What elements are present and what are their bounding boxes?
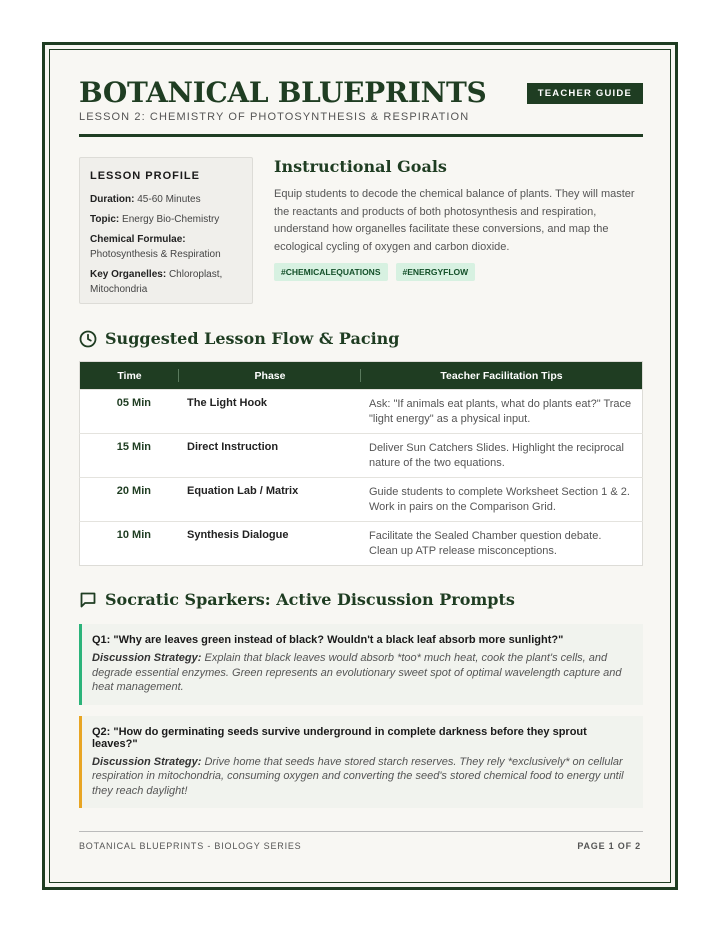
lesson-flow-header <box>79 329 643 348</box>
lesson-flow-title: Suggested Lesson Flow & Pacing <box>105 329 400 348</box>
row-phase: Direct Instruction <box>179 434 361 478</box>
page-frame <box>42 42 678 890</box>
organelles-value: Chloroplast, Mitochondria <box>90 269 223 295</box>
row-time: 15 Min <box>80 434 180 478</box>
strategy-label: Discussion Strategy: <box>92 652 202 664</box>
page-title: BOTANICAL BLUEPRINTS <box>79 76 487 109</box>
table-row <box>80 434 643 478</box>
row-phase: Equation Lab / Matrix <box>179 478 361 522</box>
table-row <box>80 478 643 522</box>
tag-chemical-equations: #CHEMICALEQUATIONS <box>274 263 388 281</box>
row-tip: Ask: "If animals eat plants, what do plants eat?" Trace "light energy" as a physical input. <box>361 390 643 434</box>
lesson-profile-card <box>79 157 253 304</box>
prompt-accent-bar <box>79 716 82 809</box>
discussion-prompts-title: Socratic Sparkers: Active Discussion Prompts <box>105 590 515 609</box>
profile-topic <box>90 212 242 227</box>
prompt-question: Q2: "How do germinating seeds survive underground in complete darkness before they sprout leaves?" <box>92 725 587 750</box>
strategy-label: Discussion Strategy: <box>92 755 202 768</box>
row-time: 20 Min <box>80 478 180 522</box>
duration-value: 45-60 Minutes <box>137 194 201 205</box>
lesson-profile-heading: LESSON PROFILE <box>90 170 200 182</box>
goals-text: Equip students to decode the chemical balance of plants. They will master the reactants and products of both photosynthesis and respiration, understand how organelles facilitate these conversions, and map the ecological cycling of oxygen and carbon dioxide. <box>274 188 635 253</box>
discussion-prompts-header <box>79 590 643 609</box>
column-header-time: Time <box>80 362 180 390</box>
page-subtitle: LESSON 2: CHEMISTRY OF PHOTOSYNTHESIS & RESPIRATION <box>79 111 470 123</box>
table-row <box>80 390 643 434</box>
profile-organelles <box>90 267 242 297</box>
overview-row <box>79 157 643 307</box>
strategy-text: Explain that black leaves would absorb *too* much heat, cook the plant's cells, and degrade essential enzymes. Green represents an evolutionary sweet spot of optimal wavelength capture and heat management. <box>92 652 622 693</box>
table-header-row <box>80 362 643 390</box>
formulae-value: Photosynthesis & Respiration <box>90 249 221 260</box>
footer-series: BOTANICAL BLUEPRINTS - BIOLOGY SERIES <box>79 841 302 851</box>
row-tip: Facilitate the Sealed Chamber question debate. Clean up ATP release misconceptions. <box>361 522 643 566</box>
footer-page-number: PAGE 1 OF 2 <box>577 841 641 851</box>
lesson-flow-table <box>79 361 643 566</box>
row-tip: Guide students to complete Worksheet Section 1 & 2. Work in pairs on the Comparison Grid. <box>361 478 643 522</box>
column-header-tips: Teacher Facilitation Tips <box>440 369 563 382</box>
instructional-goals <box>274 157 643 281</box>
formulae-label: Chemical Formulae: <box>90 234 186 245</box>
tag-energy-flow: #ENERGYFLOW <box>396 263 476 281</box>
table-row <box>80 522 643 566</box>
teacher-guide-badge: TEACHER GUIDE <box>527 83 643 104</box>
goals-title: Instructional Goals <box>274 157 447 176</box>
page-content <box>79 75 643 808</box>
row-phase: The Light Hook <box>179 390 361 434</box>
topic-label: Topic: <box>90 214 120 225</box>
row-tip: Deliver Sun Catchers Slides. Highlight the reciprocal nature of the two equations. <box>361 434 643 478</box>
prompt-question: Q1: "Why are leaves green instead of black? Wouldn't a black leaf absorb more sunlight?" <box>92 634 564 646</box>
organelles-label: Key Organelles: <box>90 269 167 280</box>
goal-tags <box>274 263 643 281</box>
clock-icon <box>79 330 97 348</box>
header <box>79 75 643 137</box>
profile-duration <box>90 192 242 207</box>
row-time: 05 Min <box>80 390 180 434</box>
prompt-strategy <box>92 755 631 799</box>
profile-formulae <box>90 232 242 262</box>
prompt-card-q1 <box>79 624 643 705</box>
row-phase: Synthesis Dialogue <box>179 522 361 566</box>
strategy-text: Drive home that seeds have stored starch reserves. They rely *exclusively* on cellular respiration in mitochondria, consuming oxygen and converting the seed's stored chemical food to energy until they reach daylight! <box>92 755 624 797</box>
row-time: 10 Min <box>80 522 180 566</box>
column-header-phase: Phase <box>179 362 361 390</box>
prompt-accent-bar <box>79 624 82 705</box>
prompt-card-q2 <box>79 716 643 809</box>
duration-label: Duration: <box>90 194 135 205</box>
prompt-strategy <box>92 651 631 695</box>
header-divider <box>79 134 643 137</box>
footer-divider <box>79 831 643 832</box>
chat-bubble-icon <box>79 591 97 609</box>
topic-value: Energy Bio-Chemistry <box>122 214 220 225</box>
